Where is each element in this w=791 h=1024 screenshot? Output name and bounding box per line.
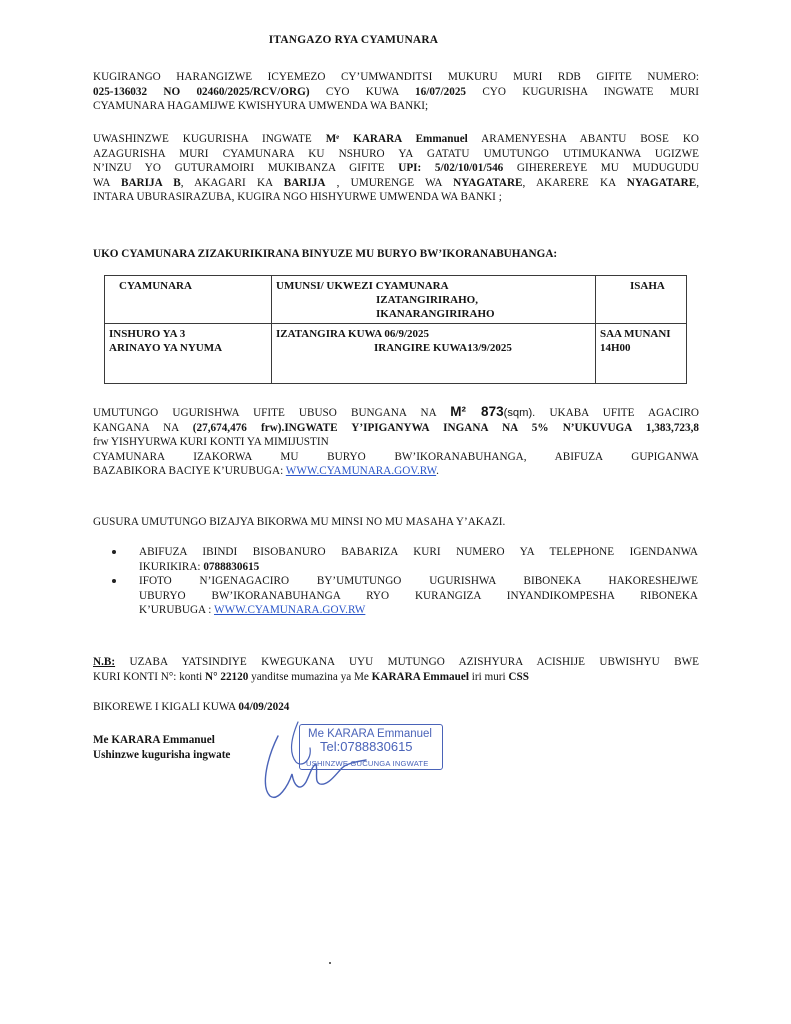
cell-auction-time: SAA MUNANI 14H00 [596,324,687,384]
bullet-icon [112,550,116,554]
cyamunara-website-link[interactable]: WWW.CYAMUNARA.GOV.RW [214,604,366,617]
place-date-line: BIKOREWE I KIGALI KUWA 04/09/2024 [93,701,290,713]
stray-dot [329,962,331,964]
list-item: ABIFUZA IBINDI BISOBANURO BABARIZA KURI NUMERO YA TELEPHONE IGENDANWA IKURIKIRA: 0788830615 [112,545,698,574]
paragraph-visit: GUSURA UMUTUNGO BIZAJYA BIKORWA MU MINSI NO MU MASAHA Y’AKAZI. [93,516,506,528]
paragraph-decision: KUGIRANGO HARANGIZWE ICYEMEZO CY’UMWANDITSI MUKURU MURI RDB GIFITE NUMERO: 025-136032 NO 02460/2025/RCV/ORG) CYO KUWA 16/07/2025 CYO KUGURISHA INGWATE MURI CYAMUNARA HAGAMIJWE KWISHYURA UMWENDA WA BANKI; [93,71,700,113]
table-row [105,324,687,384]
document-title: ITANGAZO RYA CYAMUNARA [268,34,439,46]
signatory-role: Ushinzwe kugurisha ingwate [93,749,231,761]
paragraph-announcement: UWASHINZWE KUGURISHA INGWATE Mᵉ KARARA Emmanuel ARAMENYESHA ABANTU BOSE KO AZAGURISHA MURI CYAMUNARA KU NSHURO YA GATATU UMUTUNGO UTIMUKANWA UGIZWE N’INZU YO GUTURAMOIRI MUKIBANZA GIFITE UPI: 5/02/10/01/546 GIHEREREYE MU MUDUGUDU WA BARIJA B, AKAGARI KA BARIJA , UMURENGE WA NYAGATARE, AKARERE KA NYAGATARE, INTARA UBURASIRAZUBA, KUGIRA NGO HISHYURWE UMWENDA WA BANKI ; [93,133,699,204]
paragraph-nb: N.B: UZABA YATSINDIYE KWEGUKANA UYU MUTUNGO AZISHYURA ACISHIJE UBWISHYU BWE KURI KONTI N°: konti N° 22120 yanditse mumazina ya Me KARARA Emmauel iri muri CSS [93,656,699,683]
contact-phone: 0788830615 [203,560,260,573]
bullet-icon [112,579,116,583]
table-header-row [105,276,687,324]
header-cell-auction: CYAMUNARA [105,276,272,324]
auction-schedule-table [104,275,687,384]
header-cell-time: ISAHA [596,276,687,324]
schedule-heading: UKO CYAMUNARA ZIZAKURIKIRANA BINYUZE MU BURYO BW’IKORANABUHANGA: [93,248,558,260]
official-stamp: Me KARARA Emmanuel Tel:0788830615 USHINZWE GUCUNGA INGWATE [299,724,443,770]
list-item: IFOTO N’IGENAGACIRO BY’UMUTUNGO UGURISHWA BIBONEKA HAKORESHEJWE UBURYO BW’IKORANABUHANGA RYO KURANGIZA INYANDIKOMPESHA RIBONEKA K’URUBUGA : WWW.CYAMUNARA.GOV.RW [112,574,698,618]
cyamunara-website-link[interactable]: WWW.CYAMUNARA.GOV.RW [285,465,437,478]
info-bullet-list [112,545,698,618]
cell-auction-dates: IZATANGIRA KUWA 06/9/2025 IRANGIRE KUWA13/9/2025 [272,324,596,384]
header-cell-dates: UMUNSI/ UKWEZI CYAMUNARA IZATANGIRIRAHO, IKANARANGIRIRAHO [272,276,596,324]
signature-icon [258,716,378,806]
paragraph-property-value: UMUTUNGO UGURISHWA UFITE UBUSO BUNGANA NA M² 873(sqm). UKABA UFITE AGACIRO KANGANA NA (27,674,476 frw).INGWATE Y’IPIGANYWA INGANA NA 5% N’UKUVUGA 1,383,723,8 frw YISHYURWA KURI KONTI YA MIMIJUSTIN CYAMUNARA IZAKORWA MU BURYO BW’IKORANABUHANGA, ABIFUZA GUPIGANWA BAZABIKORA BACIYE K’URUBUGA: WWW.CYAMUNARA.GOV.RW. [93,404,699,478]
cell-auction-round: INSHURO YA 3 ARINAYO YA NYUMA [105,324,272,384]
signatory-name: Me KARARA Emmanuel [93,734,215,746]
